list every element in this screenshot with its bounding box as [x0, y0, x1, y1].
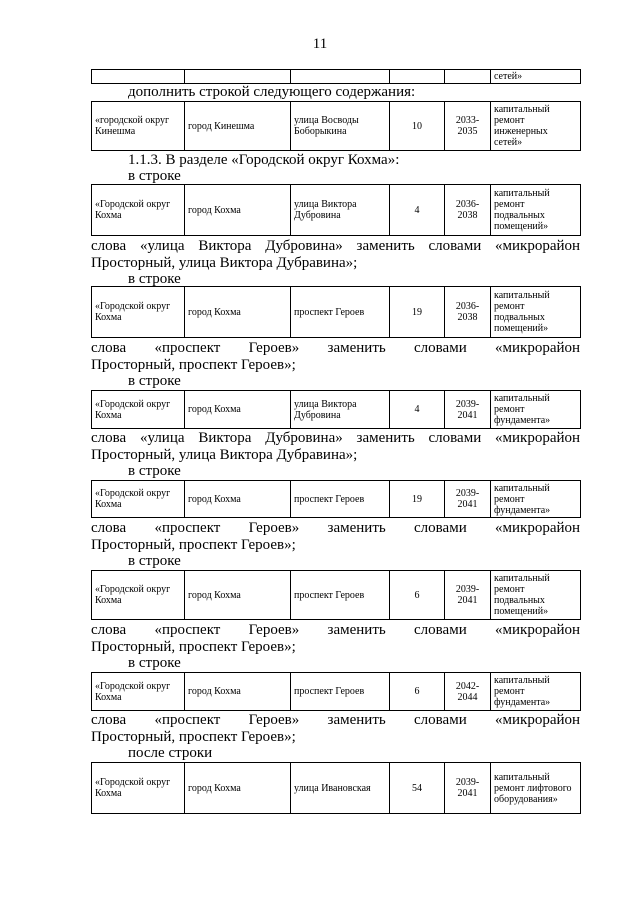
cell-municipality: «Городской округ Кохма — [92, 391, 185, 429]
replace-line-1: слова «улица Виктора Дубровина» заменить словами «микрорайон — [91, 238, 581, 254]
cell-municipality: «Городской округ Кохма — [92, 287, 185, 338]
replace-line-2: Просторный, улица Виктора Дубравина»; — [91, 447, 358, 463]
cell-period: 2036-2038 — [445, 185, 491, 236]
table-row — [91, 480, 581, 518]
cell-period: 2039-2041 — [445, 481, 491, 518]
table-row — [91, 672, 581, 711]
page-number: 11 — [312, 36, 328, 52]
replace-line-1: слова «улица Виктора Дубровина» заменить словами «микрорайон — [91, 430, 581, 446]
cell-work: сетей» — [491, 70, 581, 84]
table-row-kineshma — [91, 101, 581, 151]
cell-municipality: «Городской округ Кохма — [92, 673, 185, 711]
cell-address: улица Виктора Дубровина — [291, 185, 390, 236]
replace-line-1: слова «проспект Героев» заменить словами «микрорайон — [91, 340, 581, 356]
cell-period: 2042-2044 — [445, 673, 491, 711]
table-row — [91, 184, 581, 236]
replace-line-1: слова «проспект Героев» заменить словами «микрорайон — [91, 622, 581, 638]
replace-line-2: Просторный, проспект Героев»; — [91, 729, 296, 745]
cell-house: 4 — [390, 185, 445, 236]
cell-house: 19 — [390, 481, 445, 518]
cell-work: капитальный ремонт подвальных помещений» — [491, 571, 581, 620]
cell-house: 6 — [390, 673, 445, 711]
cell-settlement: город Кохма — [185, 763, 291, 814]
cell-work: капитальный ремонт фундамента» — [491, 481, 581, 518]
cell-period: 2036-2038 — [445, 287, 491, 338]
cell-house: 6 — [390, 571, 445, 620]
section-heading: 1.1.3. В разделе «Городской округ Кохма»: — [128, 152, 400, 168]
table-row — [91, 762, 581, 814]
cell-work: капитальный ремонт фундамента» — [491, 391, 581, 429]
cell-address: проспект Героев — [291, 571, 390, 620]
replace-line-1: слова «проспект Героев» заменить словами «микрорайон — [91, 520, 581, 536]
cell-address: улица Виктора Дубровина — [291, 391, 390, 429]
instruction-add: дополнить строкой следующего содержания: — [128, 84, 416, 100]
cell-municipality: «Городской округ Кохма — [92, 481, 185, 518]
cell-work: капитальный ремонт подвальных помещений» — [491, 185, 581, 236]
cell-municipality: «Городской округ Кохма — [92, 185, 185, 236]
v-stroke: в строке — [128, 373, 181, 389]
cell-work: капитальный ремонт лифтового оборудования» — [491, 763, 581, 814]
cell-municipality: «Городской округ Кохма — [92, 571, 185, 620]
cell-municipality: «городской округ Кинешма — [92, 102, 185, 151]
cell-settlement: город Кохма — [185, 673, 291, 711]
cell-period: 2033-2035 — [445, 102, 491, 151]
cell-house: 4 — [390, 391, 445, 429]
table-row — [91, 390, 581, 429]
table-row-prev — [91, 69, 581, 84]
cell-address: проспект Героев — [291, 287, 390, 338]
replace-line-2: Просторный, проспект Героев»; — [91, 639, 296, 655]
cell-settlement: город Кинешма — [185, 102, 291, 151]
cell-settlement: город Кохма — [185, 185, 291, 236]
replace-line-1: слова «проспект Героев» заменить словами «микрорайон — [91, 712, 581, 728]
cell-municipality: «Городской округ Кохма — [92, 763, 185, 814]
cell-house: 54 — [390, 763, 445, 814]
cell-address: проспект Героев — [291, 481, 390, 518]
replace-line-2: Просторный, улица Виктора Дубравина»; — [91, 255, 358, 271]
replace-line-2: Просторный, проспект Героев»; — [91, 537, 296, 553]
cell-settlement: город Кохма — [185, 287, 291, 338]
cell-period: 2039-2041 — [445, 763, 491, 814]
cell-settlement: город Кохма — [185, 571, 291, 620]
v-stroke: в строке — [128, 168, 181, 184]
v-stroke: в строке — [128, 655, 181, 671]
cell-work: капитальный ремонт инженерных сетей» — [491, 102, 581, 151]
v-stroke: в строке — [128, 553, 181, 569]
after-row: после строки — [128, 745, 213, 761]
cell-house: 10 — [390, 102, 445, 151]
v-stroke: в строке — [128, 271, 181, 287]
v-stroke: в строке — [128, 463, 181, 479]
cell-address: улица Ивановская — [291, 763, 390, 814]
table-row — [91, 570, 581, 620]
cell-period: 2039-2041 — [445, 571, 491, 620]
cell-address: проспект Героев — [291, 673, 390, 711]
cell-settlement: город Кохма — [185, 481, 291, 518]
table-row — [91, 286, 581, 338]
cell-settlement: город Кохма — [185, 391, 291, 429]
cell-work: капитальный ремонт подвальных помещений» — [491, 287, 581, 338]
cell-house: 19 — [390, 287, 445, 338]
cell-period: 2039-2041 — [445, 391, 491, 429]
cell-address: улица Восводы Боборыкина — [291, 102, 390, 151]
cell-work: капитальный ремонт фундамента» — [491, 673, 581, 711]
replace-line-2: Просторный, проспект Героев»; — [91, 357, 296, 373]
